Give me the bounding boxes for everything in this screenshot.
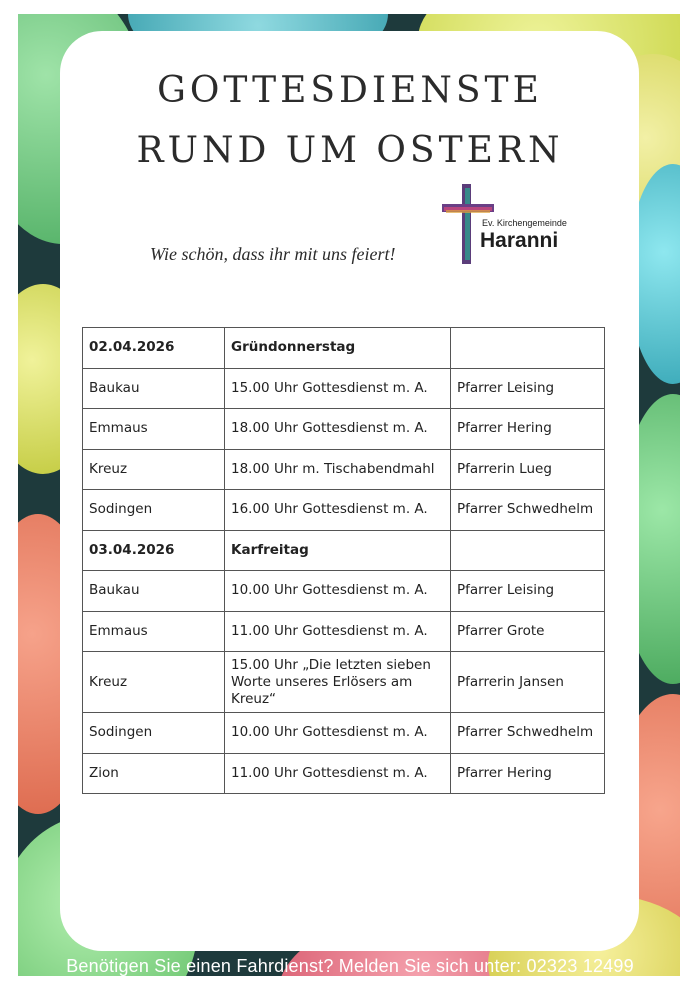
service-row — [83, 611, 605, 652]
day-header-row — [83, 328, 605, 369]
service-row — [83, 368, 605, 409]
service-location: Emmaus — [83, 409, 225, 450]
service-location: Baukau — [83, 368, 225, 409]
service-row — [83, 571, 605, 612]
service-pastor: Pfarrer Hering — [451, 409, 605, 450]
service-row — [83, 409, 605, 450]
service-time-description: 18.00 Uhr m. Tischabendmahl — [225, 449, 451, 490]
day-date: 03.04.2026 — [83, 530, 225, 571]
service-time-description: 10.00 Uhr Gottesdienst m. A. — [225, 713, 451, 754]
service-row — [83, 449, 605, 490]
service-time-description: 16.00 Uhr Gottesdienst m. A. — [225, 490, 451, 531]
service-pastor: Pfarrer Leising — [451, 571, 605, 612]
empty-cell — [451, 530, 605, 571]
service-row — [83, 753, 605, 794]
logo-small-text: Ev. Kirchengemeinde — [482, 218, 567, 228]
title-line-1: GOTTESDIENSTE — [157, 70, 543, 111]
day-date: 02.04.2026 — [83, 328, 225, 369]
service-time-description: 18.00 Uhr Gottesdienst m. A. — [225, 409, 451, 450]
service-location: Kreuz — [83, 449, 225, 490]
service-location: Zion — [83, 753, 225, 794]
service-pastor: Pfarrerin Jansen — [451, 652, 605, 713]
empty-cell — [451, 328, 605, 369]
service-pastor: Pfarrer Grote — [451, 611, 605, 652]
service-row — [83, 713, 605, 754]
service-time-description: 10.00 Uhr Gottesdienst m. A. — [225, 571, 451, 612]
service-location: Kreuz — [83, 652, 225, 713]
service-pastor: Pfarrer Hering — [451, 753, 605, 794]
service-schedule-table — [82, 327, 605, 794]
service-time-description: 11.00 Uhr Gottesdienst m. A. — [225, 753, 451, 794]
service-row — [83, 490, 605, 531]
subtitle: Wie schön, dass ihr mit uns feiert! — [150, 244, 396, 264]
day-name: Gründonnerstag — [225, 328, 451, 369]
service-time-description: 15.00 Uhr „Die letzten sieben Worte unseres Erlösers am Kreuz“ — [225, 652, 451, 713]
service-pastor: Pfarrer Schwedhelm — [451, 490, 605, 531]
service-location: Sodingen — [83, 490, 225, 531]
service-location: Baukau — [83, 571, 225, 612]
service-pastor: Pfarrer Leising — [451, 368, 605, 409]
day-header-row — [83, 530, 605, 571]
service-time-description: 15.00 Uhr Gottesdienst m. A. — [225, 368, 451, 409]
parish-logo — [440, 182, 580, 272]
service-pastor: Pfarrer Schwedhelm — [451, 713, 605, 754]
service-row — [83, 652, 605, 713]
service-time-description: 11.00 Uhr Gottesdienst m. A. — [225, 611, 451, 652]
service-location: Emmaus — [83, 611, 225, 652]
logo-name: Haranni — [480, 229, 559, 252]
day-name: Karfreitag — [225, 530, 451, 571]
title-line-2: RUND UM OSTERN — [136, 130, 564, 171]
footer-driving-service: Benötigen Sie einen Fahrdienst? Melden Sie sich unter: 02323 12499 — [66, 956, 634, 976]
service-location: Sodingen — [83, 713, 225, 754]
service-pastor: Pfarrerin Lueg — [451, 449, 605, 490]
